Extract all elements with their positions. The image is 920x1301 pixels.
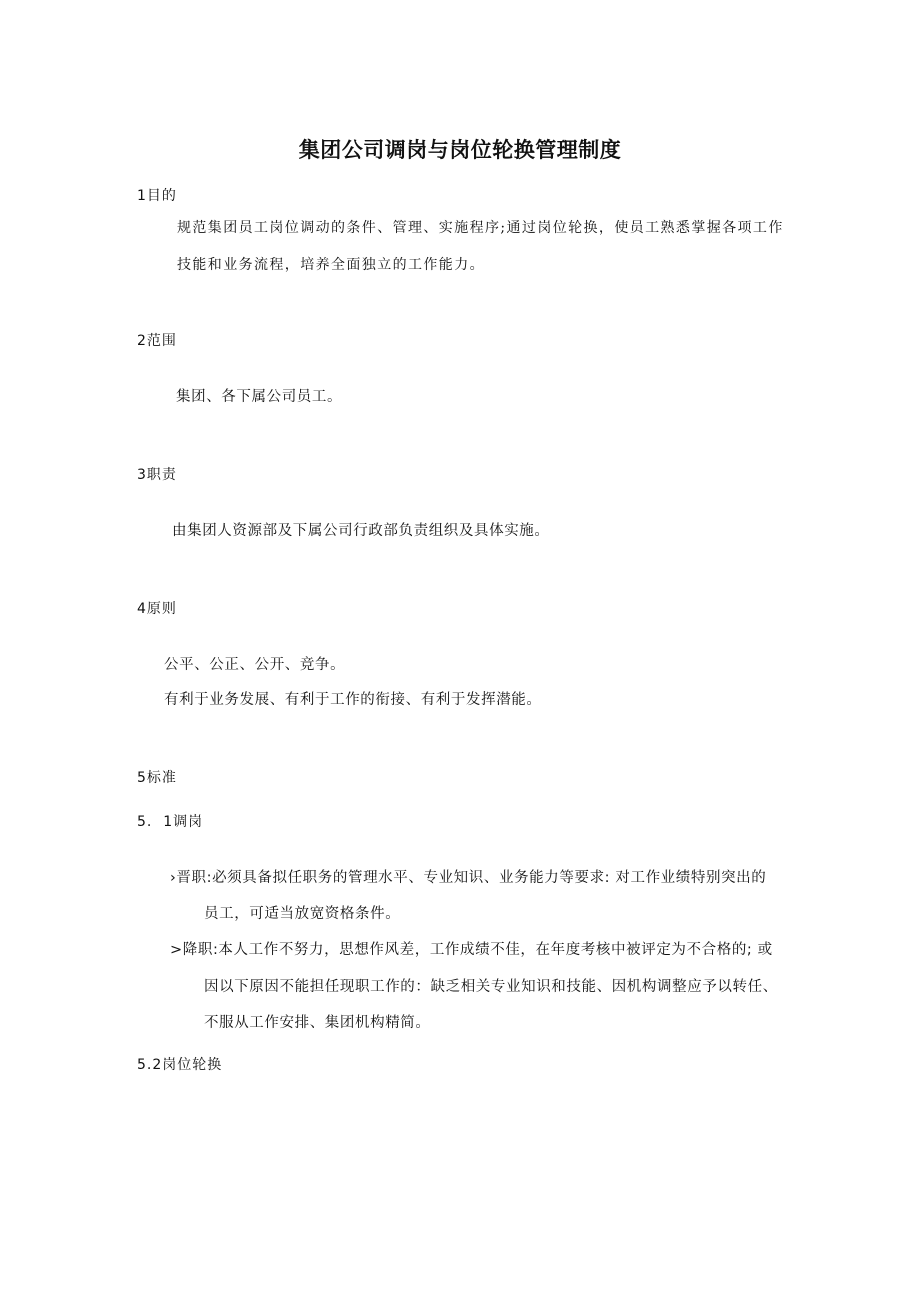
- promotion-line-1: ›晋职:必须具备拟任职务的管理水平、专业知识、业务能力等要求: 对工作业绩特别突出的: [170, 870, 767, 886]
- purpose-line-2: 技能和业务流程，培养全面独立的工作能力。: [177, 257, 485, 273]
- section-heading-purpose: 1目的: [137, 188, 177, 204]
- subsection-heading-rotation: 5.2岗位轮换: [137, 1057, 223, 1073]
- section-heading-duties: 3职责: [137, 467, 177, 483]
- subsection-heading-transfer: 5. 1调岗: [137, 814, 204, 830]
- demotion-line-1: >降职:本人工作不努力，思想作风差，工作成绩不佳，在年度考核中被评定为不合格的; 或: [170, 942, 773, 958]
- section-heading-standards: 5标准: [137, 770, 177, 786]
- purpose-line-1: 规范集团员工岗位调动的条件、管理、实施程序;通过岗位轮换，使员工熟悉掌握各项工作: [177, 220, 784, 236]
- demotion-line-3: 不服从工作安排、集团机构精简。: [204, 1015, 431, 1031]
- scope-text: 集团、各下属公司员工。: [176, 389, 343, 405]
- section-heading-principles: 4原则: [137, 601, 177, 617]
- document-title: 集团公司调岗与岗位轮换管理制度: [298, 138, 622, 162]
- promotion-line-2: 员工，可适当放宽资格条件。: [204, 906, 401, 922]
- section-heading-scope: 2范围: [137, 333, 177, 349]
- principles-line-2: 有利于业务发展、有利于工作的衔接、有利于发挥潜能。: [164, 692, 542, 708]
- principles-line-1: 公平、公正、公开、竞争。: [164, 657, 346, 673]
- duties-text: 由集团人资源部及下属公司行政部负责组织及具体实施。: [172, 523, 550, 539]
- demotion-line-2: 因以下原因不能担任现职工作的：缺乏相关专业知识和技能、因机构调整应予以转任、: [204, 979, 778, 995]
